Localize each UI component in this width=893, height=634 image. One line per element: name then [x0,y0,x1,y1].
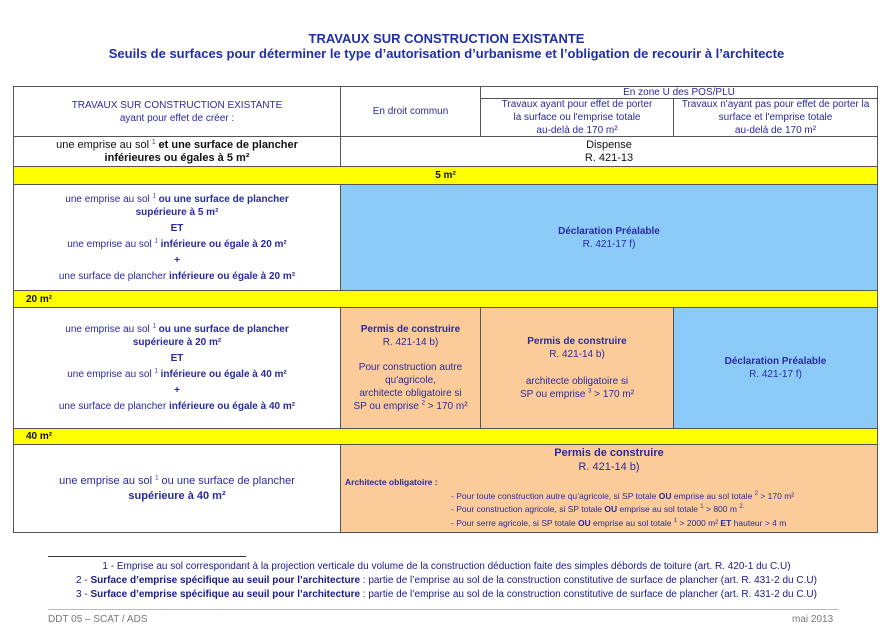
row1-right [340,136,878,167]
footer-right: mai 2013 [792,614,834,625]
row4-bullet-2: - Pour construction agricole, si SP totale OU emprise au sol totale $^1$ > 800 m $^{2.}$ [451,504,745,514]
row2-declaration [340,184,878,291]
page-title: TRAVAUX SUR CONSTRUCTION EXISTANTE [308,31,585,46]
row3-declaration: Déclaration Préalable R. 421-17 f) [673,307,878,429]
header-col3 [480,98,674,137]
footnote-separator [48,556,246,557]
row1-left-bold: inférieures ou égales à 5 m² [104,151,250,164]
header-col4-line3: au-delà de 170 m² [734,125,817,136]
footnote-3: 3 - Surface d’emprise spécifique au seuil pour l’architecture : partie de l’emprise au sol de la construction constitutive de surface de plancher (art. R. 431-2 du C.U) [76,589,817,600]
footer-rule [48,609,838,610]
header-col4-line1: Travaux n'ayant pas pour effet de porter la [681,99,870,110]
row2-declaration-title: Déclaration Préalable [558,225,660,237]
row4-permis-ref: R. 421-14 b) [578,461,640,473]
header-col1 [13,86,341,137]
header-col3-line2: la surface ou l'emprise totale [513,112,641,123]
row3-permis-zone-u: Permis de construire R. 421-14 b) architecte obligatoire si SP ou emprise $^3$ > 170 m² [480,307,674,429]
band-20m2: 20 m² [13,290,878,308]
row1-left: une emprise au sol $^1$ et une surface de plancher inférieures ou égales à 5 m² [13,136,341,167]
header-col1-line2: ayant pour effet de créer : [119,112,235,124]
header-col4-line2: surface et l'emprise totale [718,112,833,123]
header-col2 [340,86,481,137]
footnote-2: 2 - Surface d’emprise spécifique au seuil pour l’architecture : partie de l’emprise au sol de la construction constitutive de surface de plancher (art. R. 431-2 du C.U) [76,575,817,586]
page-subtitle: Seuils de surfaces pour déterminer le type d’autorisation d’urbanisme et l’obligation de recourir à l’architecte [108,46,785,61]
row3-permis-droit-commun: Permis de construire R. 421-14 b) Pour construction autre qu'agricole, architecte obligatoire si SP ou emprise $^2$ > 170 m² [340,307,481,429]
row4-bullet-3: - Pour serre agricole, si SP totale OU emprise au sol totale $^1$ > 2000 m² ET hauteur > 4 m [451,517,787,528]
header-col2-label: En droit commun [372,106,449,117]
header-col4 [673,98,878,137]
header-col1-line1: TRAVAUX SUR CONSTRUCTION EXISTANTE [71,99,283,111]
row3-left: une emprise au sol $^1$ ou une surface de plancher supérieure à 20 m² ET une emprise au sol $^1$ inférieure ou égale à 40 m² + une surface de plancher inférieure ou égale à 40 m² [13,307,341,429]
header-col3-line3: au-delà de 170 m² [536,125,618,136]
header-zone-label: En zone U des POS/PLU [623,87,735,98]
band-5m2: 5 m² [13,166,878,185]
row4-permis [340,444,878,533]
footer-left: DDT 05 – SCAT / ADS [48,614,148,625]
row4-left: une emprise au sol $^1$ ou une surface de plancher supérieure à 40 m² [13,444,341,533]
row2-left: une emprise au sol $^1$ ou une surface de plancher supérieure à 5 m² ET une emprise au sol $^1$ inférieure ou égale à 20 m² + une surface de plancher inférieure ou égale à 20 m² [13,184,341,291]
row4-permis-title: Permis de construire [554,447,664,459]
row1-dispense: Dispense [586,138,632,151]
row4-architecte-label: Architecte obligatoire : [345,477,438,487]
row2-declaration-ref: R. 421-17 f) [582,238,636,250]
band-40m2: 40 m² [13,428,878,445]
row1-ref: R. 421-13 [584,151,634,164]
header-col3-line1: Travaux ayant pour effet de porter [501,99,653,110]
footnote-1: 1 - Emprise au sol correspondant à la projection verticale du volume de la construction déduction faite des simples débords de toiture (art. R. 420-1 du C.U) [102,561,791,572]
row4-bullet-1: - Pour toute construction autre qu’agricole, si SP totale OU emprise au sol totale $^2$ > 170 m² [451,490,795,501]
